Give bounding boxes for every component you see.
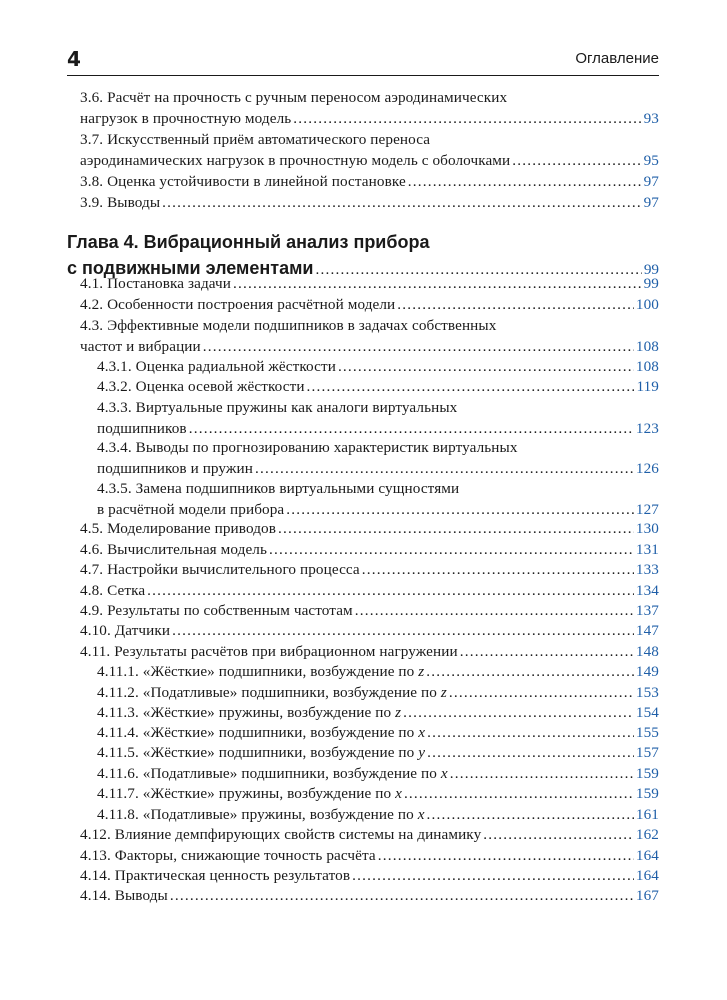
toc-entry-row	[80, 150, 659, 171]
toc-entry-title: 3.9. Выводы	[80, 194, 161, 211]
toc-entry-4-11-1[interactable]	[97, 661, 659, 682]
page-link[interactable]: 119	[636, 378, 659, 395]
toc-entry-row	[80, 600, 659, 621]
toc-entry-3-7[interactable]	[80, 129, 659, 171]
page-link[interactable]: 130	[635, 520, 659, 537]
toc-entry-4-11-3[interactable]	[97, 702, 659, 723]
dot-leader	[338, 356, 634, 377]
toc-entry-4-3-5[interactable]	[97, 478, 659, 520]
title-text: 4.11.3. «Жёсткие» пружины, возбуждение по	[97, 704, 396, 721]
axis-variable: x	[440, 765, 448, 782]
toc-entry-row	[80, 885, 659, 906]
dot-leader	[307, 376, 635, 397]
toc-entry-row	[97, 376, 659, 397]
toc-entry-4-5[interactable]	[80, 518, 659, 539]
toc-entry-title: 4.3. Эффективные модели подшипников в задачах собственных	[80, 317, 497, 334]
toc-entry-row	[80, 865, 659, 886]
page-link[interactable]: 134	[635, 582, 659, 599]
dot-leader	[269, 539, 634, 560]
toc-entry-title: 4.8. Сетка	[80, 582, 146, 599]
toc-entry-title	[97, 804, 425, 825]
toc-entry-title: 4.10. Датчики	[80, 622, 171, 639]
dot-leader	[278, 518, 634, 539]
toc-entry-title: 4.14. Практическая ценность результатов	[80, 867, 351, 884]
toc-entry-row	[97, 722, 659, 743]
dot-leader	[147, 580, 634, 601]
page-link[interactable]: 167	[635, 887, 659, 904]
toc-entry-title	[97, 722, 425, 743]
dot-leader	[450, 763, 634, 784]
dot-leader	[203, 336, 634, 357]
toc-entry-4-11-7[interactable]	[97, 783, 659, 804]
toc-entry-title: 4.6. Вычислительная модель	[80, 541, 267, 558]
toc-entry-row	[97, 783, 659, 804]
toc-entry-4-3[interactable]	[80, 315, 659, 357]
toc-entry-row	[80, 559, 659, 580]
page-link[interactable]: 164	[635, 847, 659, 864]
chapter-title: Глава 4. Вибрационный анализ прибора	[67, 232, 430, 252]
dot-leader	[162, 192, 641, 213]
toc-entry-4-8[interactable]	[80, 580, 659, 601]
toc-entry-4-11-6[interactable]	[97, 763, 659, 784]
page-link[interactable]: 149	[635, 663, 659, 680]
toc-entry-title: 4.13. Факторы, снижающие точность расчёта	[80, 847, 376, 864]
toc-entry-title: 4.7. Настройки вычислительного процесса	[80, 561, 360, 578]
axis-variable: y	[418, 744, 426, 761]
dot-leader	[460, 641, 634, 662]
toc-entry-row	[97, 682, 659, 703]
toc-entry-title-cont: нагрузок в прочностную модель	[80, 110, 292, 127]
page-number: 4	[67, 47, 81, 71]
axis-variable: z	[440, 684, 447, 701]
toc-entry-title: 4.3.5. Замена подшипников виртуальными сущностями	[97, 480, 460, 497]
chapter-title-cont: с подвижными элементами	[67, 258, 314, 278]
toc-entry-row	[80, 108, 659, 129]
title-text: 4.11.1. «Жёсткие» подшипники, возбуждение по	[97, 663, 419, 680]
toc-entry-row	[97, 499, 659, 520]
toc-entry-title	[97, 783, 402, 804]
dot-leader	[189, 418, 634, 439]
page-link[interactable]: 148	[635, 643, 659, 660]
toc-entry-title: 4.2. Особенности построения расчётной модели	[80, 296, 396, 313]
title-text: 4.11.8. «Податливые» пружины, возбуждение по	[97, 806, 418, 823]
dot-leader	[483, 824, 634, 845]
toc-entry-4-11-8[interactable]	[97, 804, 659, 825]
toc-entry-row	[80, 539, 659, 560]
axis-variable: z	[418, 663, 425, 680]
toc-entry-row	[80, 641, 659, 662]
page-link[interactable]: 100	[635, 296, 659, 313]
toc-entry-4-7[interactable]	[80, 559, 659, 580]
toc-entry-4-1[interactable]	[80, 273, 659, 294]
toc-entry-title-cont: аэродинамических нагрузок в прочностную модель с оболочками	[80, 152, 511, 169]
dot-leader	[255, 458, 634, 479]
page-link[interactable]: 159	[635, 785, 659, 802]
axis-variable: x	[395, 785, 402, 802]
toc-entry-title	[97, 682, 447, 703]
axis-variable: z	[395, 704, 402, 721]
dot-leader	[233, 273, 642, 294]
toc-entry-3-9[interactable]	[80, 192, 659, 213]
page-link[interactable]: 153	[635, 684, 659, 701]
toc-entry-title: 4.11. Результаты расчётов при вибрационном нагружении	[80, 643, 458, 660]
page-header	[67, 45, 659, 73]
dot-leader	[286, 499, 634, 520]
page-link[interactable]: 95	[643, 152, 659, 169]
toc-entry-4-13[interactable]	[80, 845, 659, 866]
toc-entry-row	[80, 824, 659, 845]
toc-entry-4-10[interactable]	[80, 620, 659, 641]
running-title: Оглавление	[575, 50, 659, 67]
title-text: 4.11.2. «Податливые» подшипники, возбуждение по	[97, 684, 441, 701]
toc-entry-row	[97, 742, 659, 763]
dot-leader	[427, 722, 634, 743]
toc-entry-4-9[interactable]	[80, 600, 659, 621]
dot-leader	[362, 559, 634, 580]
toc-entry-4-3-1[interactable]	[97, 356, 659, 377]
title-text: 4.11.7. «Жёсткие» пружины, возбуждение по	[97, 785, 396, 802]
toc-entry-title: 4.14. Выводы	[80, 887, 168, 904]
toc-entry-4-2[interactable]	[80, 294, 659, 315]
page-link[interactable]: 99	[643, 261, 659, 278]
toc-entry-row	[97, 356, 659, 377]
toc-entry-row	[80, 171, 659, 192]
toc-entry-4-3-4[interactable]	[97, 437, 659, 479]
toc-entry-row	[97, 804, 659, 825]
page-link[interactable]: 137	[635, 602, 659, 619]
axis-variable: x	[417, 806, 425, 823]
toc-entry-4-11[interactable]	[80, 641, 659, 662]
toc-entry-title: 4.3.2. Оценка осевой жёсткости	[97, 378, 305, 395]
dot-leader	[426, 661, 634, 682]
dot-leader	[404, 783, 634, 804]
toc-entry-title: 4.3.1. Оценка радиальной жёсткости	[97, 358, 336, 375]
page-link[interactable]: 97	[643, 173, 659, 190]
toc-entry-row	[80, 845, 659, 866]
page-link[interactable]: 126	[635, 460, 659, 477]
toc-entry-title	[97, 763, 448, 784]
page-link[interactable]: 154	[635, 704, 659, 721]
page-link[interactable]: 147	[635, 622, 659, 639]
axis-variable: x	[418, 724, 426, 741]
toc-entry-title	[97, 661, 424, 682]
toc-entry-4-6[interactable]	[80, 539, 659, 560]
toc-entry-title-cont: подшипников и пружин	[97, 460, 253, 477]
toc-entry-title-cont: в расчётной модели прибора	[97, 501, 285, 518]
dot-leader	[378, 845, 634, 866]
page-link[interactable]: 93	[643, 110, 659, 127]
header-rule	[67, 75, 659, 76]
toc-entry-title: 3.8. Оценка устойчивости в линейной постановке	[80, 173, 406, 190]
dot-leader	[355, 600, 634, 621]
dot-leader	[449, 682, 634, 703]
toc-entry-row	[97, 458, 659, 479]
toc-entry-row	[80, 580, 659, 601]
page-link[interactable]: 159	[635, 765, 659, 782]
toc-entry-title: 4.3.3. Виртуальные пружины как аналоги виртуальных	[97, 399, 458, 416]
page-link[interactable]: 164	[635, 867, 659, 884]
toc-entry-3-8[interactable]	[80, 171, 659, 192]
toc-entry-title: 4.3.4. Выводы по прогнозированию характеристик виртуальных	[97, 439, 518, 456]
toc-entry-4-3-2[interactable]	[97, 376, 659, 397]
toc-entry-row	[97, 763, 659, 784]
dot-leader	[293, 108, 641, 129]
toc-entry-title: 4.12. Влияние демпфирующих свойств системы на динамику	[80, 826, 482, 843]
toc-entry-4-14-conclusions[interactable]	[80, 885, 659, 906]
toc-entry-4-12[interactable]	[80, 824, 659, 845]
toc-entry-row	[97, 661, 659, 682]
toc-entry-row	[80, 620, 659, 641]
toc-entry-4-11-2[interactable]	[97, 682, 659, 703]
page-link[interactable]: 99	[643, 275, 659, 292]
toc-entry-title: 4.5. Моделирование приводов	[80, 520, 276, 537]
title-text: 4.11.4. «Жёсткие» подшипники, возбуждение по	[97, 724, 419, 741]
toc-entry-4-11-5[interactable]	[97, 742, 659, 763]
toc-entry-title	[97, 702, 401, 723]
toc-entry-title-cont: подшипников	[97, 420, 187, 437]
toc-entry-4-3-3[interactable]	[97, 397, 659, 439]
title-text: 4.11.6. «Податливые» подшипники, возбуждение по	[97, 765, 441, 782]
dot-leader	[170, 885, 634, 906]
dot-leader	[352, 865, 634, 886]
page-link[interactable]: 123	[635, 420, 659, 437]
toc-entry-3-6[interactable]	[80, 87, 659, 129]
toc-entry-title: 4.1. Постановка задачи	[80, 275, 231, 292]
dot-leader	[427, 742, 634, 763]
toc-entry-row	[80, 336, 659, 357]
dot-leader	[408, 171, 642, 192]
page-link[interactable]: 127	[635, 501, 659, 518]
dot-leader	[427, 804, 634, 825]
toc-entry-row	[80, 273, 659, 294]
dot-leader	[172, 620, 634, 641]
toc-entry-4-11-4[interactable]	[97, 722, 659, 743]
page-link[interactable]: 162	[635, 826, 659, 843]
toc-entry-title-cont: частот и вибрации	[80, 338, 201, 355]
toc-entry-title	[97, 742, 425, 763]
toc-entry-title: 4.9. Результаты по собственным частотам	[80, 602, 353, 619]
toc-entry-title: 3.6. Расчёт на прочность с ручным переносом аэродинамических	[80, 89, 508, 106]
page-link[interactable]: 161	[635, 806, 659, 823]
page-link[interactable]: 131	[635, 541, 659, 558]
toc-entry-title: 3.7. Искусственный приём автоматического переноса	[80, 131, 431, 148]
toc-entry-row	[80, 518, 659, 539]
page-link[interactable]: 157	[635, 744, 659, 761]
page-link[interactable]: 155	[635, 724, 659, 741]
toc-entry-row	[80, 294, 659, 315]
page-link[interactable]: 133	[635, 561, 659, 578]
toc-entry-4-14[interactable]	[80, 865, 659, 886]
dot-leader	[397, 294, 634, 315]
page-link[interactable]: 108	[635, 358, 659, 375]
dot-leader	[512, 150, 641, 171]
page-link[interactable]: 97	[643, 194, 659, 211]
page-link[interactable]: 108	[635, 338, 659, 355]
toc-entry-row	[80, 192, 659, 213]
toc-entry-row	[97, 702, 659, 723]
title-text: 4.11.5. «Жёсткие» подшипники, возбуждение по	[97, 744, 419, 761]
dot-leader	[403, 702, 634, 723]
toc-entry-row	[97, 418, 659, 439]
